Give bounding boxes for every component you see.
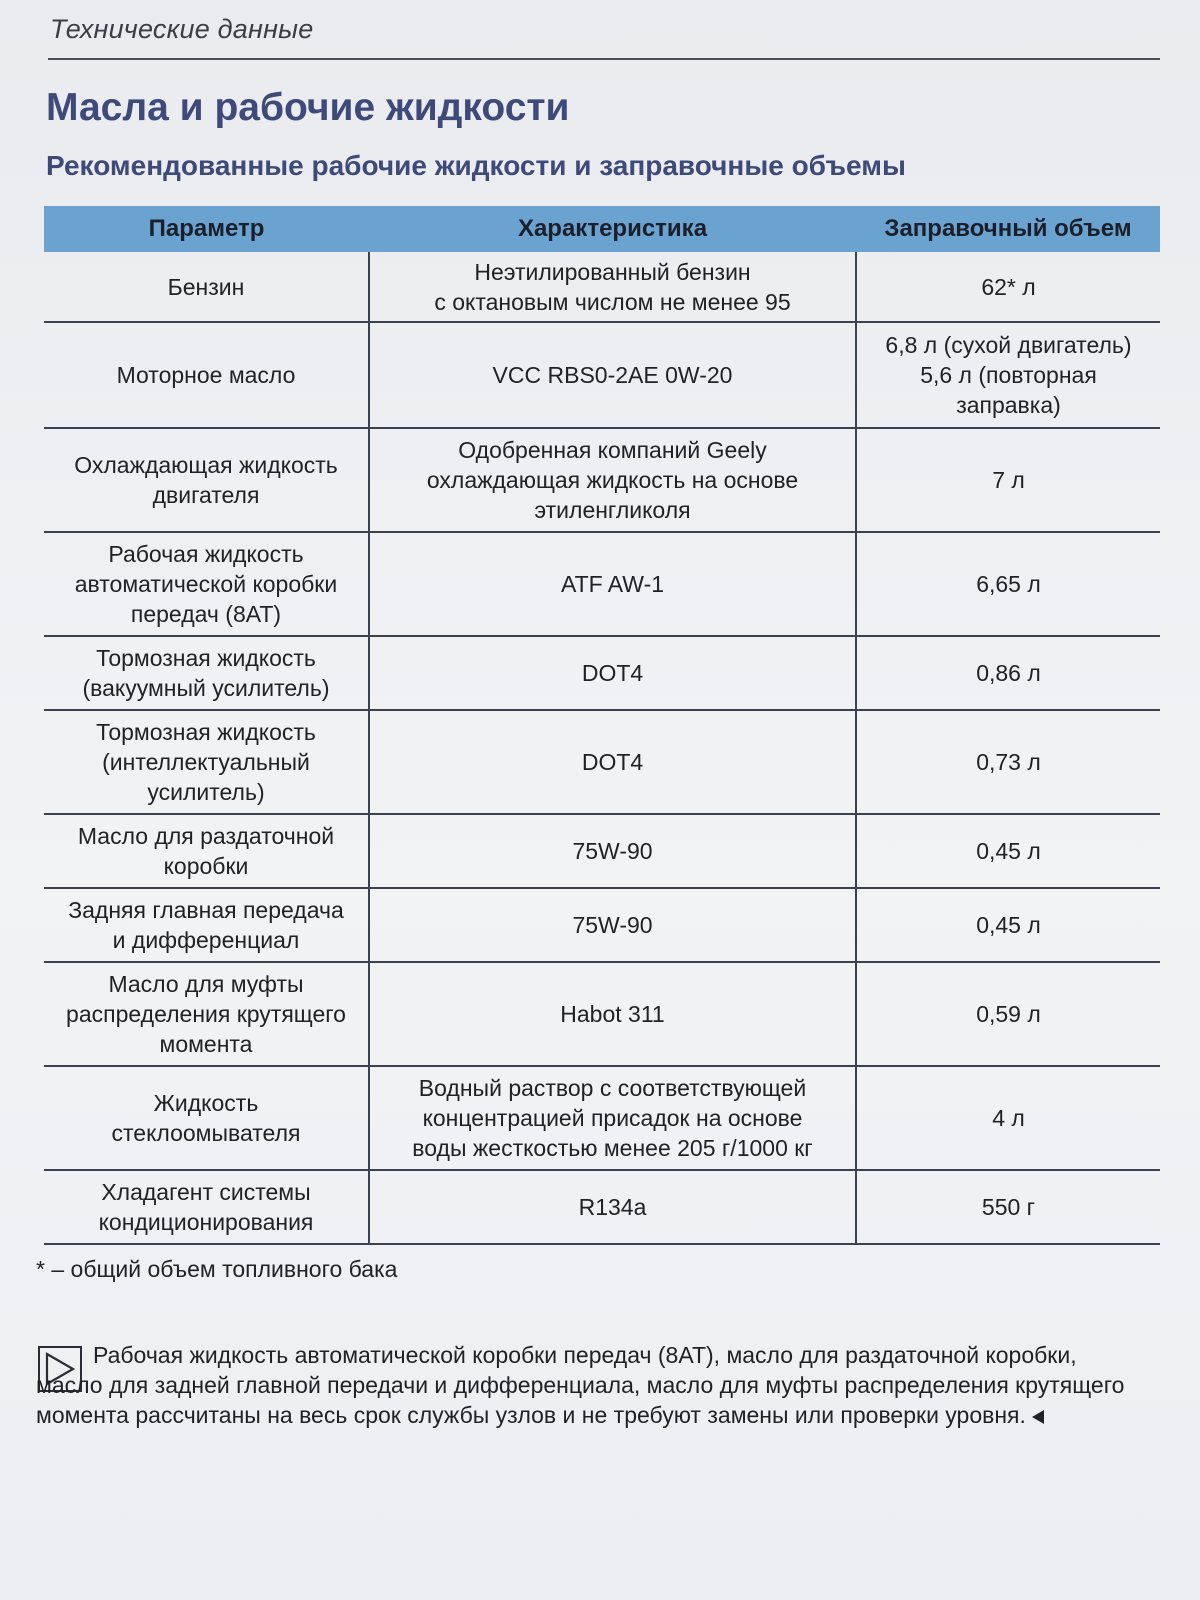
column-header-specification: Характеристика <box>369 206 856 252</box>
cell-volume: 0,86 л <box>856 636 1160 710</box>
cell-parameter: Масло для раздаточной коробки <box>44 814 369 888</box>
cell-parameter: Рабочая жидкость автоматической коробки передач (8AT) <box>44 532 369 636</box>
cell-parameter: Задняя главная передача и дифференциал <box>44 888 369 962</box>
cell-parameter: Моторное масло <box>44 322 369 428</box>
cell-volume: 0,45 л <box>856 814 1160 888</box>
table-row <box>44 428 1160 532</box>
footnote: * – общий объем топливного бака <box>36 1256 398 1282</box>
cell-parameter: Тормозная жидкость (интеллектуальный усилитель) <box>44 710 369 814</box>
cell-specification: 75W-90 <box>369 814 856 888</box>
page-title: Масла и рабочие жидкости <box>46 86 570 129</box>
cell-specification: ATF AW-1 <box>369 532 856 636</box>
table-row <box>44 1066 1160 1170</box>
cell-volume: 0,59 л <box>856 962 1160 1066</box>
column-header-volume: Заправочный объем <box>856 206 1160 252</box>
table-row <box>44 814 1160 888</box>
end-mark-icon <box>1032 1410 1044 1424</box>
cell-volume: 62* л <box>856 252 1160 322</box>
cell-volume: 6,8 л (сухой двигатель) 5,6 л (повторная заправка) <box>856 322 1160 428</box>
table-row <box>44 962 1160 1066</box>
cell-volume: 550 г <box>856 1170 1160 1244</box>
cell-parameter: Тормозная жидкость (вакуумный усилитель) <box>44 636 369 710</box>
header-rule <box>48 58 1160 60</box>
cell-specification: DOT4 <box>369 710 856 814</box>
cell-volume: 0,45 л <box>856 888 1160 962</box>
cell-parameter: Бензин <box>44 252 369 322</box>
table-row <box>44 1170 1160 1244</box>
cell-specification: Водный раствор с соответствующей концентрацией присадок на основе воды жесткостью менее 205 г/1000 кг <box>369 1066 856 1170</box>
fluids-table <box>44 206 1160 1245</box>
cell-volume: 0,73 л <box>856 710 1160 814</box>
table-row <box>44 532 1160 636</box>
table-row <box>44 636 1160 710</box>
subtitle: Рекомендованные рабочие жидкости и заправочные объемы <box>46 150 906 181</box>
cell-volume: 7 л <box>856 428 1160 532</box>
note-text: Рабочая жидкость автоматической коробки передач (8AT), масло для раздаточной коробки, масло для задней главной передачи и дифференциала, масло для муфты распределения крутящего момента рассчитаны на весь срок службы узлов и не требуют замены или проверки уровня. <box>36 1342 1125 1428</box>
table-row <box>44 888 1160 962</box>
table-row <box>44 710 1160 814</box>
table-row <box>44 252 1160 322</box>
cell-parameter: Охлаждающая жидкость двигателя <box>44 428 369 532</box>
cell-parameter: Жидкость стеклоомывателя <box>44 1066 369 1170</box>
cell-volume: 6,65 л <box>856 532 1160 636</box>
table-row <box>44 322 1160 428</box>
cell-parameter: Хладагент системы кондиционирования <box>44 1170 369 1244</box>
column-header-parameter: Параметр <box>44 206 369 252</box>
section-header: Технические данные <box>50 14 314 44</box>
table-header-row <box>44 206 1160 252</box>
cell-specification: 75W-90 <box>369 888 856 962</box>
cell-specification: DOT4 <box>369 636 856 710</box>
cell-volume: 4 л <box>856 1066 1160 1170</box>
cell-specification: Одобренная компаний Geely охлаждающая жидкость на основе этиленгликоля <box>369 428 856 532</box>
cell-specification: Habot 311 <box>369 962 856 1066</box>
note-paragraph <box>36 1340 1146 1430</box>
cell-specification: VCC RBS0-2AE 0W-20 <box>369 322 856 428</box>
cell-specification: Неэтилированный бензин с октановым числом не менее 95 <box>369 252 856 322</box>
cell-parameter: Масло для муфты распределения крутящего момента <box>44 962 369 1066</box>
cell-specification: R134a <box>369 1170 856 1244</box>
